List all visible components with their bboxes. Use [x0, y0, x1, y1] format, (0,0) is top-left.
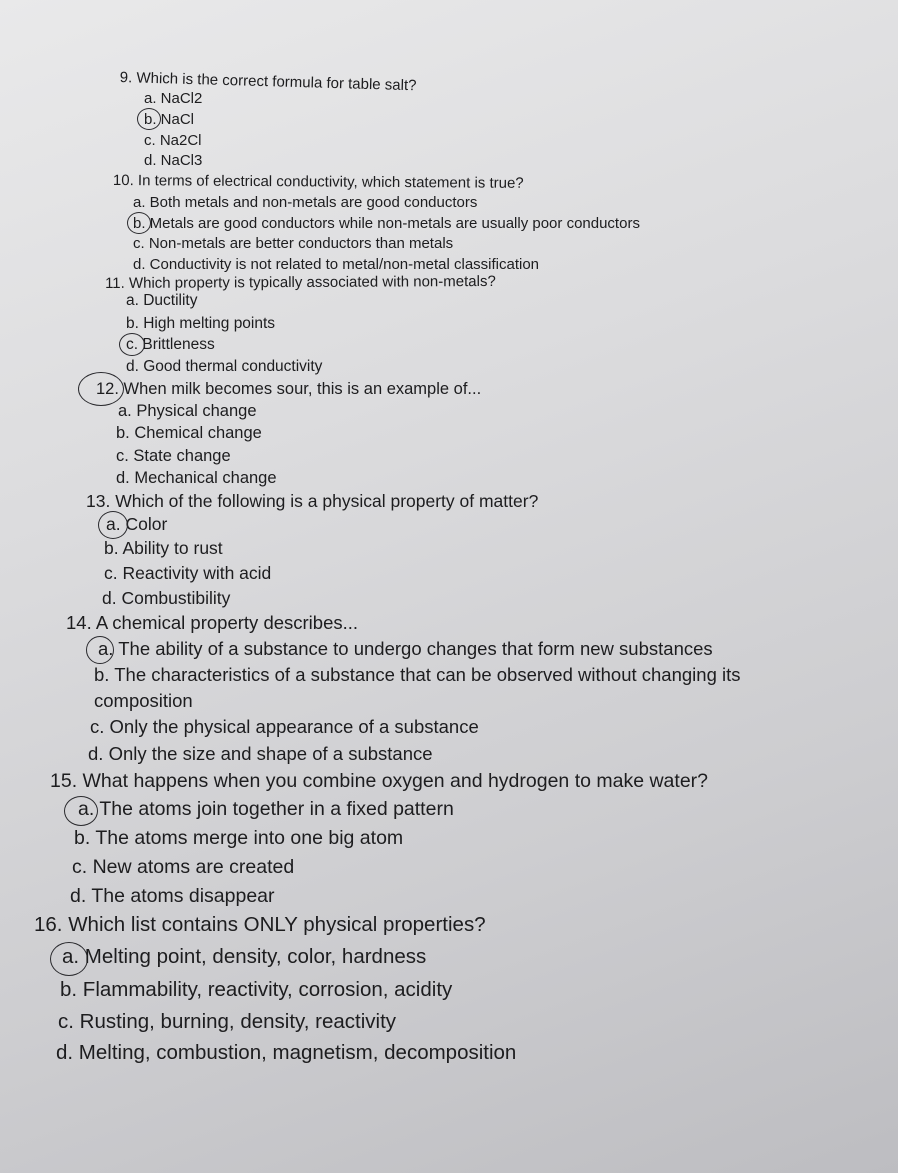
question-16-option-d: d. Melting, combustion, magnetism, decomposition — [56, 1041, 517, 1064]
question-15-option-d: d. The atoms disappear — [70, 885, 275, 907]
question-14-option-a: a. The ability of a substance to undergo changes that form new substances — [98, 638, 713, 659]
question-11-option-b: b. High melting points — [126, 315, 276, 332]
question-12-option-c: c. State change — [116, 447, 231, 465]
question-11-option-c: c. Brittleness — [126, 336, 215, 353]
question-13-option-d: d. Combustibility — [102, 588, 231, 608]
question-14-option-b: b. The characteristics of a substance that can be observed without changing its — [94, 664, 741, 685]
question-15-prompt: 15. What happens when you combine oxygen and hydrogen to make water? — [50, 770, 709, 792]
question-13-option-c: c. Reactivity with acid — [104, 563, 272, 583]
question-9-option-c: c. Na2Cl — [144, 132, 202, 149]
question-9-option-b: b. NaCl — [144, 111, 195, 128]
question-15-option-a: a. The atoms join together in a fixed pattern — [78, 798, 454, 820]
question-14-option-b-continued: composition — [94, 690, 193, 711]
question-16-option-b: b. Flammability, reactivity, corrosion, acidity — [60, 978, 453, 1001]
question-16-option-c: c. Rusting, burning, density, reactivity — [58, 1010, 397, 1033]
question-13-option-a: a. Color — [106, 514, 168, 534]
question-10-option-a: a. Both metals and non-metals are good conductors — [133, 194, 478, 211]
question-12-option-b: b. Chemical change — [116, 424, 262, 442]
question-14-option-d: d. Only the size and shape of a substance — [88, 743, 433, 764]
question-16-option-a: a. Melting point, density, color, hardness — [62, 945, 427, 968]
question-12-option-a: a. Physical change — [118, 402, 257, 420]
question-15-option-c: c. New atoms are created — [72, 856, 295, 878]
question-13-prompt: 13. Which of the following is a physical property of matter? — [86, 491, 539, 511]
question-10-option-d: d. Conductivity is not related to metal/non-metal classification — [133, 256, 540, 273]
question-10-prompt: 10. In terms of electrical conductivity, which statement is true? — [112, 172, 524, 192]
question-12-option-d: d. Mechanical change — [116, 469, 277, 487]
question-9-prompt: 9. Which is the correct formula for table salt? — [119, 69, 417, 95]
question-11-option-a: a. Ductility — [126, 292, 198, 309]
question-9-option-d: d. NaCl3 — [144, 152, 203, 169]
question-11-option-d: d. Good thermal conductivity — [126, 358, 323, 375]
question-14-option-c: c. Only the physical appearance of a substance — [90, 716, 479, 737]
question-14-prompt: 14. A chemical property describes... — [66, 612, 359, 633]
question-13-option-b: b. Ability to rust — [104, 538, 223, 558]
question-10-option-b: b. Metals are good conductors while non-metals are usually poor conductors — [133, 215, 640, 232]
question-12-prompt: 12. When milk becomes sour, this is an example of... — [96, 380, 482, 398]
question-10-option-c: c. Non-metals are better conductors than metals — [133, 235, 454, 252]
question-9-option-a: a. NaCl2 — [144, 90, 203, 107]
question-15-option-b: b. The atoms merge into one big atom — [74, 827, 404, 849]
question-11-prompt: 11. Which property is typically associated with non-metals? — [104, 272, 496, 292]
question-16-prompt: 16. Which list contains ONLY physical properties? — [34, 913, 486, 936]
